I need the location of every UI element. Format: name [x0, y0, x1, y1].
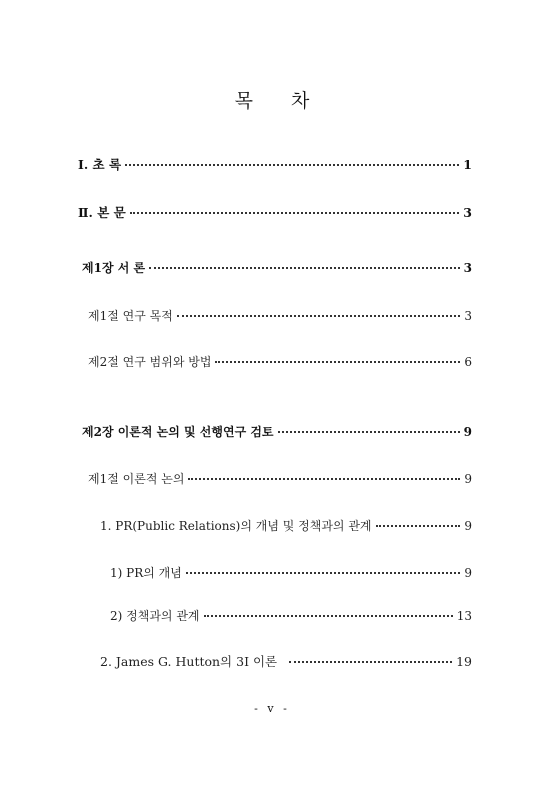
toc-entry-section-1-2[interactable] [88, 353, 472, 370]
toc-leader-dots [188, 478, 460, 480]
toc-page-number: 3 [463, 261, 472, 275]
toc-entry-subsection-1[interactable] [100, 517, 472, 534]
toc-leader-dots [289, 661, 452, 663]
toc-label: 제1절 연구 목적 [88, 309, 173, 323]
title-char-2: 차 [291, 90, 310, 112]
title-char-1: 목 [234, 90, 253, 112]
toc-entry-item-1[interactable] [110, 564, 472, 581]
toc-page-number: 3 [463, 205, 472, 220]
toc-leader-dots [186, 572, 461, 574]
toc-page-number: 9 [464, 566, 472, 580]
toc-label: 제2절 연구 범위와 방법 [88, 355, 212, 369]
toc-entry-section-2-1[interactable] [88, 470, 472, 487]
toc-page-number: 13 [456, 609, 472, 623]
toc-page-number: 9 [464, 472, 472, 486]
toc-leader-dots [177, 315, 461, 317]
toc-leader-dots [376, 525, 461, 527]
toc-page-number: 1 [463, 157, 472, 172]
toc-entry-item-2[interactable] [110, 607, 472, 624]
toc-page-number: 6 [464, 355, 472, 369]
toc-label: 2) 정책과의 관계 [110, 609, 200, 623]
toc-label: Ⅰ. 초 록 [78, 157, 122, 172]
toc-page-number: 3 [464, 309, 472, 323]
toc-leader-dots [130, 212, 460, 214]
toc-page-number: 9 [463, 425, 472, 439]
toc-entry-chapter-1[interactable] [82, 259, 472, 276]
toc-label: 1. PR(Public Relations)의 개념 및 정책과의 관계 [100, 519, 372, 533]
page-number-footer: - v - [254, 702, 290, 715]
page-title [0, 86, 544, 113]
toc-entry-section-1-1[interactable] [88, 307, 472, 324]
toc-page-number: 9 [464, 519, 472, 533]
toc-label: 제2장 이론적 논의 및 선행연구 검토 [82, 425, 274, 439]
toc-entry-chapter-2[interactable] [82, 423, 472, 440]
toc-leader-dots [149, 267, 460, 269]
toc-page-number: 19 [456, 654, 472, 669]
toc-leader-dots [204, 615, 453, 617]
toc-label: 제1장 서 론 [82, 261, 146, 275]
toc-entry-subsection-2[interactable] [100, 652, 472, 670]
toc-label: 제1절 이론적 논의 [88, 472, 185, 486]
toc-leader-dots [125, 164, 459, 166]
toc-leader-dots [215, 361, 460, 363]
toc-entry-abstract[interactable] [78, 155, 472, 173]
toc-leader-dots [278, 431, 460, 433]
toc-label: 2. James G. Hutton의 3I 이론 [100, 654, 278, 669]
toc-label: Ⅱ. 본 문 [78, 205, 126, 220]
toc-entry-body[interactable] [78, 203, 472, 221]
toc-label: 1) PR의 개념 [110, 566, 182, 580]
